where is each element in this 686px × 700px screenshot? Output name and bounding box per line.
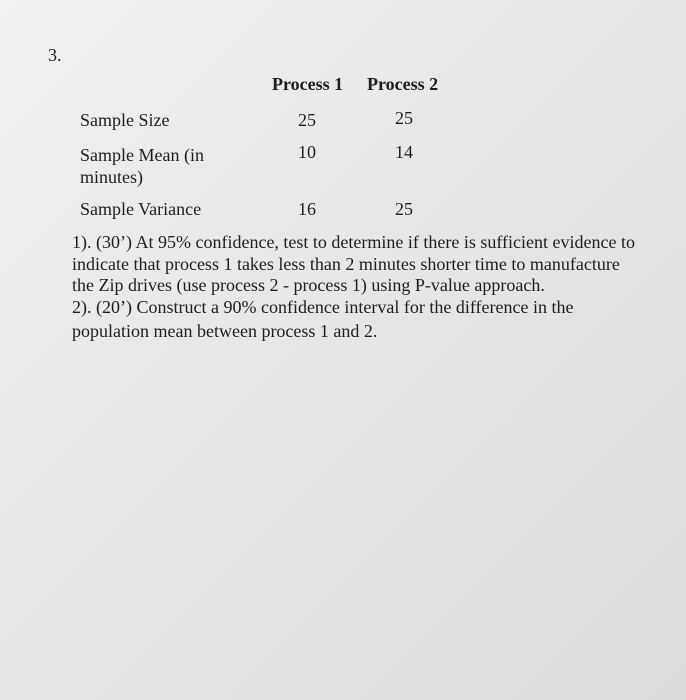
question-1-line-2: indicate that process 1 takes less than 2 minutes shorter time to manufacture <box>72 254 620 274</box>
cell-sample-size-process-1: 25 <box>298 110 316 130</box>
cell-sample-variance-process-2: 25 <box>395 199 413 219</box>
question-1-line-1: 1). (30’) At 95% confidence, test to determine if there is sufficient evidence to <box>72 232 635 252</box>
row-label-sample-size: Sample Size <box>80 110 170 130</box>
cell-sample-mean-process-1: 10 <box>298 142 316 162</box>
cell-sample-mean-process-2: 14 <box>395 142 413 162</box>
problem-number: 3. <box>48 45 62 65</box>
row-label-sample-variance: Sample Variance <box>80 199 202 219</box>
row-label-sample-mean-line1: Sample Mean (in <box>80 145 204 165</box>
cell-sample-variance-process-1: 16 <box>298 199 316 219</box>
row-label-sample-mean-line2: minutes) <box>80 167 143 187</box>
question-1-line-3: the Zip drives (use process 2 - process 1) using P-value approach. <box>72 275 545 295</box>
question-2-line-1: 2). (20’) Construct a 90% confidence interval for the difference in the <box>72 297 574 317</box>
cell-sample-size-process-2: 25 <box>395 108 413 128</box>
header-process-1: Process 1 <box>272 74 344 94</box>
header-process-2: Process 2 <box>367 74 439 94</box>
question-2-line-2: population mean between process 1 and 2. <box>72 321 378 341</box>
